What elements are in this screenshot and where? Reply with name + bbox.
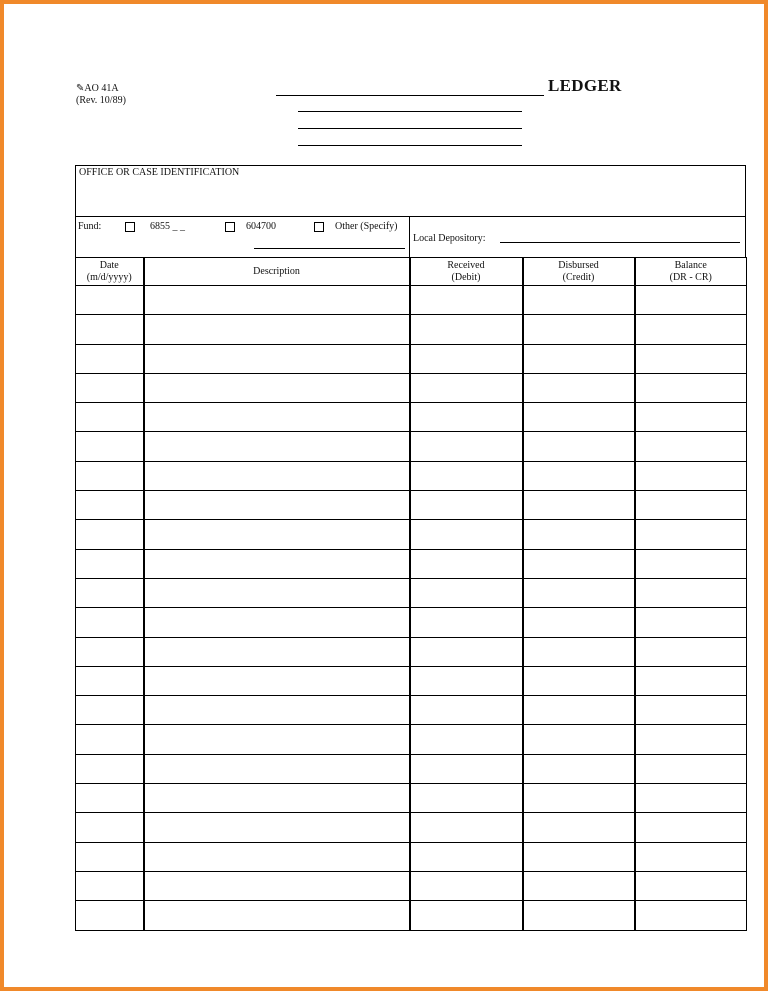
cell-disbursed[interactable] bbox=[523, 403, 635, 432]
cell-balance[interactable] bbox=[635, 315, 747, 344]
cell-date[interactable] bbox=[76, 403, 144, 432]
local-depository-line[interactable] bbox=[500, 242, 740, 243]
cell-description[interactable] bbox=[144, 637, 410, 666]
cell-date[interactable] bbox=[76, 725, 144, 754]
cell-balance[interactable] bbox=[635, 608, 747, 637]
cell-disbursed[interactable] bbox=[523, 871, 635, 900]
cell-received[interactable] bbox=[410, 432, 523, 461]
cell-disbursed[interactable] bbox=[523, 461, 635, 490]
cell-balance[interactable] bbox=[635, 578, 747, 607]
table-row bbox=[76, 813, 747, 842]
cell-date[interactable] bbox=[76, 432, 144, 461]
cell-description[interactable] bbox=[144, 901, 410, 930]
cell-disbursed[interactable] bbox=[523, 637, 635, 666]
pen-icon: ✎ bbox=[76, 83, 85, 94]
form-revision: (Rev. 10/89) bbox=[76, 95, 126, 106]
cell-disbursed[interactable] bbox=[523, 373, 635, 402]
cell-received[interactable] bbox=[410, 491, 523, 520]
cell-description[interactable] bbox=[144, 520, 410, 549]
cell-description[interactable] bbox=[144, 754, 410, 783]
cell-disbursed[interactable] bbox=[523, 491, 635, 520]
cell-date[interactable] bbox=[76, 520, 144, 549]
cell-date[interactable] bbox=[76, 461, 144, 490]
cell-description[interactable] bbox=[144, 461, 410, 490]
cell-balance[interactable] bbox=[635, 520, 747, 549]
cell-description[interactable] bbox=[144, 696, 410, 725]
cell-received[interactable] bbox=[410, 344, 523, 373]
cell-description[interactable] bbox=[144, 344, 410, 373]
cell-date[interactable] bbox=[76, 578, 144, 607]
cell-disbursed[interactable] bbox=[523, 784, 635, 813]
cell-balance[interactable] bbox=[635, 754, 747, 783]
column-header-balance: Balance (DR - CR) bbox=[635, 258, 747, 286]
fund-6855-label: 6855 _ _ bbox=[150, 221, 185, 232]
column-header-received: Received (Debit) bbox=[410, 258, 523, 286]
cell-received[interactable] bbox=[410, 696, 523, 725]
cell-balance[interactable] bbox=[635, 549, 747, 578]
cell-received[interactable] bbox=[410, 461, 523, 490]
table-row bbox=[76, 696, 747, 725]
cell-date[interactable] bbox=[76, 637, 144, 666]
cell-received[interactable] bbox=[410, 549, 523, 578]
cell-received[interactable] bbox=[410, 578, 523, 607]
cell-balance[interactable] bbox=[635, 491, 747, 520]
cell-disbursed[interactable] bbox=[523, 608, 635, 637]
cell-received[interactable] bbox=[410, 520, 523, 549]
fund-other-checkbox[interactable] bbox=[314, 222, 324, 232]
form-code bbox=[76, 83, 126, 107]
cell-received[interactable] bbox=[410, 373, 523, 402]
cell-balance[interactable] bbox=[635, 666, 747, 695]
cell-received[interactable] bbox=[410, 784, 523, 813]
cell-balance[interactable] bbox=[635, 901, 747, 930]
ledger-table bbox=[75, 257, 747, 931]
table-row bbox=[76, 901, 747, 930]
fund-section bbox=[75, 216, 410, 258]
column-header-disbursed: Disbursed (Credit) bbox=[523, 258, 635, 286]
fund-other-label: Other (Specify) bbox=[335, 221, 398, 232]
cell-disbursed[interactable] bbox=[523, 549, 635, 578]
cell-date[interactable] bbox=[76, 696, 144, 725]
cell-received[interactable] bbox=[410, 754, 523, 783]
cell-disbursed[interactable] bbox=[523, 520, 635, 549]
cell-description[interactable] bbox=[144, 871, 410, 900]
cell-received[interactable] bbox=[410, 871, 523, 900]
cell-description[interactable] bbox=[144, 842, 410, 871]
table-row bbox=[76, 461, 747, 490]
table-row bbox=[76, 666, 747, 695]
cell-date[interactable] bbox=[76, 344, 144, 373]
table-row bbox=[76, 373, 747, 402]
fund-604700-label: 604700 bbox=[246, 221, 276, 232]
cell-description[interactable] bbox=[144, 432, 410, 461]
table-row bbox=[76, 784, 747, 813]
cell-balance[interactable] bbox=[635, 784, 747, 813]
table-row bbox=[76, 549, 747, 578]
table-row bbox=[76, 842, 747, 871]
cell-balance[interactable] bbox=[635, 373, 747, 402]
cell-balance[interactable] bbox=[635, 813, 747, 842]
cell-description[interactable] bbox=[144, 578, 410, 607]
cell-description[interactable] bbox=[144, 491, 410, 520]
local-depository-label: Local Depository: bbox=[413, 233, 486, 244]
cell-received[interactable] bbox=[410, 403, 523, 432]
cell-date[interactable] bbox=[76, 608, 144, 637]
cell-received[interactable] bbox=[410, 608, 523, 637]
table-row bbox=[76, 432, 747, 461]
cell-date[interactable] bbox=[76, 491, 144, 520]
cell-date[interactable] bbox=[76, 549, 144, 578]
cell-balance[interactable] bbox=[635, 725, 747, 754]
cell-date[interactable] bbox=[76, 901, 144, 930]
cell-disbursed[interactable] bbox=[523, 578, 635, 607]
cell-balance[interactable] bbox=[635, 432, 747, 461]
title-entry-line-1[interactable] bbox=[276, 95, 544, 96]
table-row bbox=[76, 286, 747, 315]
cell-received[interactable] bbox=[410, 666, 523, 695]
cell-date[interactable] bbox=[76, 666, 144, 695]
cell-description[interactable] bbox=[144, 813, 410, 842]
cell-received[interactable] bbox=[410, 315, 523, 344]
cell-received[interactable] bbox=[410, 813, 523, 842]
cell-balance[interactable] bbox=[635, 403, 747, 432]
cell-balance[interactable] bbox=[635, 461, 747, 490]
cell-balance[interactable] bbox=[635, 871, 747, 900]
column-header-date: Date (m/d/yyyy) bbox=[76, 258, 144, 286]
table-row bbox=[76, 608, 747, 637]
cell-description[interactable] bbox=[144, 403, 410, 432]
cell-disbursed[interactable] bbox=[523, 901, 635, 930]
table-row bbox=[76, 344, 747, 373]
cell-date[interactable] bbox=[76, 286, 144, 315]
table-row bbox=[76, 315, 747, 344]
cell-date[interactable] bbox=[76, 315, 144, 344]
cell-date[interactable] bbox=[76, 373, 144, 402]
cell-disbursed[interactable] bbox=[523, 286, 635, 315]
table-row bbox=[76, 754, 747, 783]
cell-disbursed[interactable] bbox=[523, 344, 635, 373]
cell-description[interactable] bbox=[144, 784, 410, 813]
cell-description[interactable] bbox=[144, 373, 410, 402]
cell-received[interactable] bbox=[410, 637, 523, 666]
table-row bbox=[76, 725, 747, 754]
form-number: ✎AO 41A bbox=[76, 83, 119, 94]
cell-received[interactable] bbox=[410, 286, 523, 315]
cell-description[interactable] bbox=[144, 315, 410, 344]
table-row bbox=[76, 871, 747, 900]
local-depository-section bbox=[409, 216, 746, 258]
cell-description[interactable] bbox=[144, 666, 410, 695]
title-entry-line-2[interactable] bbox=[298, 111, 522, 112]
ledger-header-row bbox=[76, 258, 747, 286]
fund-6855-checkbox[interactable] bbox=[125, 222, 135, 232]
table-row bbox=[76, 578, 747, 607]
cell-disbursed[interactable] bbox=[523, 754, 635, 783]
ledger-body bbox=[76, 286, 747, 931]
office-identification-label: OFFICE OR CASE IDENTIFICATION bbox=[79, 167, 240, 178]
cell-balance[interactable] bbox=[635, 696, 747, 725]
cell-received[interactable] bbox=[410, 901, 523, 930]
cell-received[interactable] bbox=[410, 725, 523, 754]
cell-date[interactable] bbox=[76, 754, 144, 783]
cell-balance[interactable] bbox=[635, 344, 747, 373]
table-row bbox=[76, 520, 747, 549]
cell-date[interactable] bbox=[76, 784, 144, 813]
fund-label: Fund: bbox=[78, 221, 102, 232]
office-identification-field[interactable] bbox=[75, 165, 746, 217]
cell-date[interactable] bbox=[76, 871, 144, 900]
table-row bbox=[76, 491, 747, 520]
page-title: LEDGER bbox=[548, 76, 622, 95]
cell-disbursed[interactable] bbox=[523, 725, 635, 754]
cell-disbursed[interactable] bbox=[523, 315, 635, 344]
column-header-description: Description bbox=[144, 258, 410, 286]
cell-date[interactable] bbox=[76, 842, 144, 871]
fund-604700-checkbox[interactable] bbox=[225, 222, 235, 232]
cell-disbursed[interactable] bbox=[523, 696, 635, 725]
cell-disbursed[interactable] bbox=[523, 432, 635, 461]
cell-disbursed[interactable] bbox=[523, 666, 635, 695]
table-row bbox=[76, 403, 747, 432]
cell-disbursed[interactable] bbox=[523, 813, 635, 842]
table-row bbox=[76, 637, 747, 666]
cell-description[interactable] bbox=[144, 725, 410, 754]
cell-balance[interactable] bbox=[635, 842, 747, 871]
cell-disbursed[interactable] bbox=[523, 842, 635, 871]
cell-balance[interactable] bbox=[635, 286, 747, 315]
cell-description[interactable] bbox=[144, 286, 410, 315]
cell-balance[interactable] bbox=[635, 637, 747, 666]
cell-description[interactable] bbox=[144, 608, 410, 637]
cell-date[interactable] bbox=[76, 813, 144, 842]
cell-description[interactable] bbox=[144, 549, 410, 578]
cell-received[interactable] bbox=[410, 842, 523, 871]
fund-other-specify-line[interactable] bbox=[254, 248, 405, 249]
title-entry-line-4[interactable] bbox=[298, 145, 522, 146]
title-entry-line-3[interactable] bbox=[298, 128, 522, 129]
